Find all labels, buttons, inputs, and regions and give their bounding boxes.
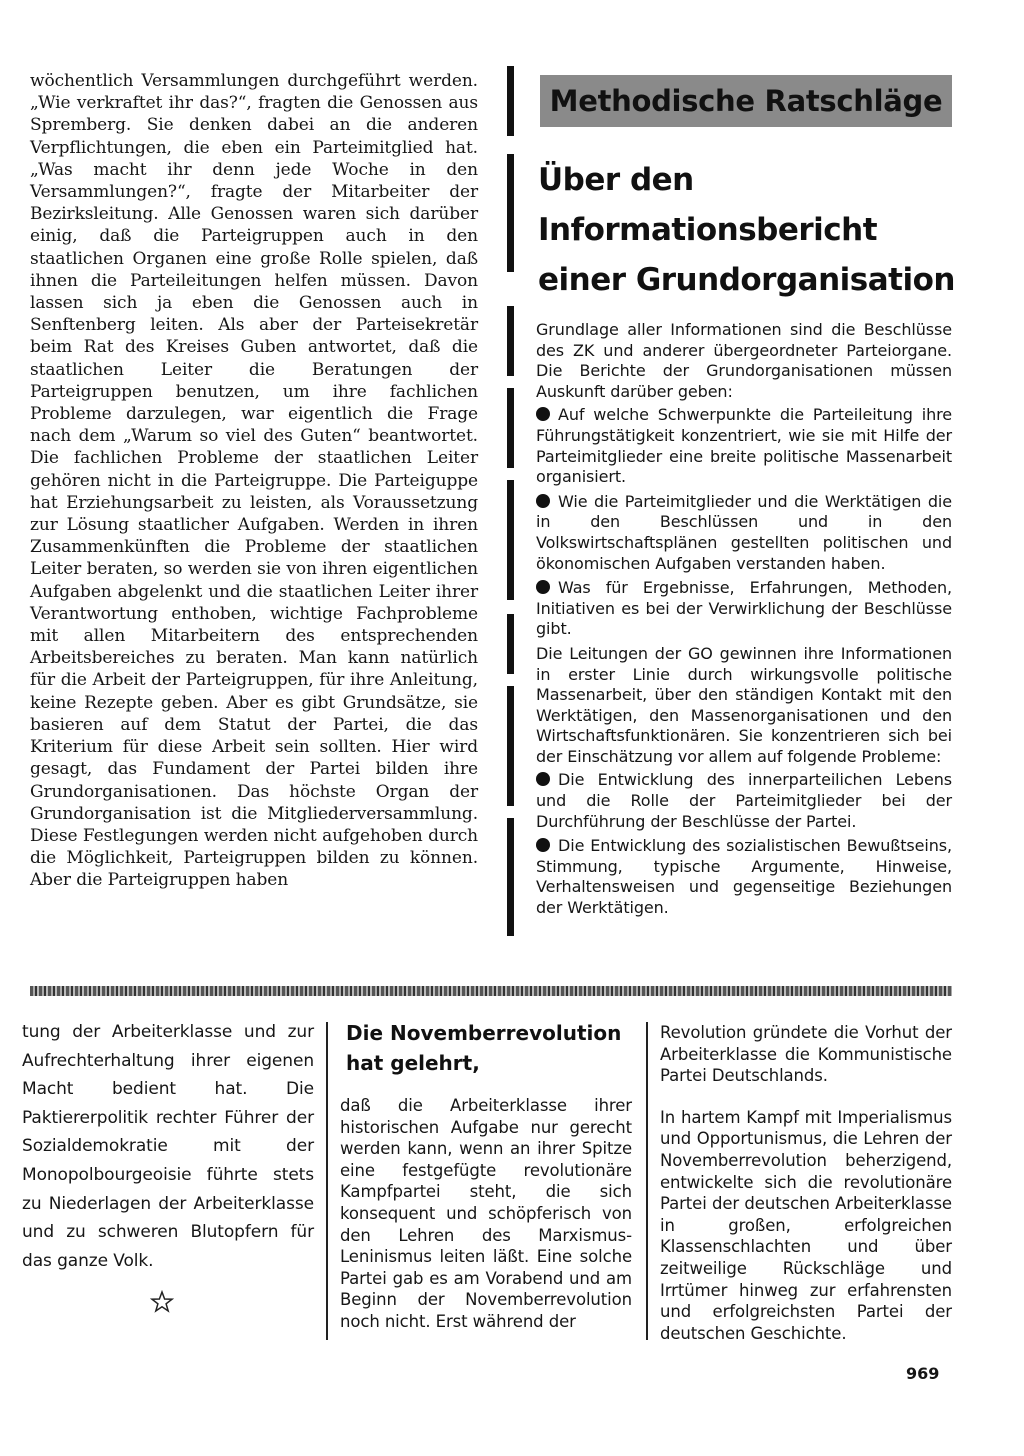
bullet-item: Die Entwicklung des innerparteilichen Lebens und die Rolle der Parteimitglieder bei der Durchführung der Beschlüsse der Partei. (536, 770, 952, 831)
rule-segment (507, 306, 514, 376)
sidebar-rule (507, 66, 515, 936)
sidebar-intro: Grundlage aller Informationen sind die Beschlüsse des ZK und anderer übergeordneter Parteiorgane. Die Berichte der Grundorganisationen müssen Auskunft darüber geben: (536, 320, 952, 401)
section-banner (540, 75, 952, 127)
section-divider (30, 986, 952, 996)
bottom-col1-text: tung der Arbeiterklasse und zur Aufrechterhaltung ihrer eigenen Macht bedient hat. Die Paktiererpolitik rechter Führer der Sozialdemokratie mit der Monopolbourgeoisie führte stets zu Niederlagen der Arbeiterklasse und zu schweren Blutopfern für das ganze Volk. (22, 1022, 314, 1271)
sidebar-headline: Über den Informationsbericht einer Grundorganisation (538, 162, 955, 298)
bullet-item: Was für Ergebnisse, Erfahrungen, Methoden, Initiativen es bei der Verwirklichung der Beschlüsse gibt. (536, 578, 952, 639)
bottom-column-1 (22, 1018, 314, 1275)
column-rule (326, 1022, 328, 1340)
bottom-col3-paragraph-1: Revolution gründete die Vorhut der Arbeiterklasse die Kommunistische Partei Deutschlands. (660, 1023, 952, 1086)
bullet-icon (536, 494, 550, 508)
column-rule (646, 1022, 648, 1340)
rule-segment (507, 686, 514, 806)
page-number: 969 (906, 1364, 940, 1383)
rule-segment (507, 480, 514, 600)
left-article-column (30, 70, 478, 892)
left-article-text: wöchentlich Versammlungen durchgeführt werden. „Wie verkraftet ihr das?“, fragten die Genossen aus Spremberg. Sie denken dabei an die anderen Verpflichtungen, die eben ein Parteimitglied hat. „Was macht ihr denn jede Woche in den Versammlungen?“, fragte der Mitarbeiter der Bezirksleitung. Alle Genossen waren sich darüber einig, daß die Parteigruppen auch in den staatlichen Organen eine große Rolle spielen, daß ihnen die Parteileitungen helfen müssen. Davon lassen sich ja eben die Genossen auch in Senftenberg leiten. Als aber der Parteisekretär beim Rat des Kreises Guben antwortet, daß die staatlichen Leiter die Beratungen der Parteigruppen benutzen, um ihre fachlichen Probleme darzulegen, war eigentlich die Frage nach dem „Warum so viel des Guten“ beantwortet. Die fachlichen Probleme der staatlichen Leiter gehören nicht in die Parteigruppe. Die Parteiguppe hat Erziehungsarbeit zu leisten, als Voraussetzung zur Lösung staatlicher Aufgaben. Werden in ihren Zusammenkünften die Probleme der staatlichen Leiter beraten, so werden sie von ihren eigentlichen Aufgaben abgelenkt und die staatlichen Leiter ihrer Verantwortung enthoben, wichtige Fachprobleme mit allen Mitarbeitern des entsprechenden Arbeitsbereiches zu beraten. Man kann natürlich für die Arbeit der Parteigruppen, für ihre Anleitung, keine Rezepte geben. Aber es gibt Grundsätze, sie basieren auf dem Statut der Partei, die das Kriterium für diese Arbeit sein sollten. Hier wird gesagt, das Fundament der Partei bilden ihre Grundorganisationen. Das höchste Organ der Grundorganisation ist die Mitgliederversammlung. Diese Festlegungen werden nicht aufgehoben durch die Möglichkeit, Parteigruppen bilden zu können. Aber die Parteigruppen haben (30, 71, 478, 891)
bullet-icon (536, 838, 550, 852)
sidebar-middle-text: Die Leitungen der GO gewinnen ihre Informationen in erster Linie durch wirkungsvolle politische Massenarbeit, über den ständigen Kontakt mit den Werktätigen, den Massenorganisationen und den Wirtschaftsfunktionären. Sie konzentrieren sich bei der Einschätzung vor allem auf folgende Probleme: (536, 643, 952, 766)
rule-segment (507, 818, 514, 936)
rule-segment (507, 614, 514, 674)
bullet-item: Die Entwicklung des sozialistischen Bewußtseins, Stimmung, typische Argumente, Hinweise, Verhaltensweisen und gegenseitige Beziehungen der Werktätigen. (536, 836, 952, 918)
sidebar-body (536, 320, 952, 923)
bottom-column-2 (340, 1095, 632, 1333)
bullet-icon (536, 772, 550, 786)
banner-text: Methodische Ratschläge (549, 84, 943, 118)
bottom-column-3 (660, 1022, 952, 1344)
rule-segment (507, 388, 514, 468)
bullet-icon (536, 580, 550, 594)
bottom-col2-text: daß die Arbeiterklasse ihrer historischen Aufgabe nur gerecht werden kann, wenn an ihrer Spitze eine festgefügte revolutionäre Kampfpartei steht, die sich konsequent und schöpferisch von den Lehren des Marxismus-Leninismus leiten läßt. Eine solche Partei gab es am Vorabend und am Beginn der Novemberrevolution noch nicht. Erst während der (340, 1096, 632, 1331)
november-revolution-title: Die Novemberrevolution hat gelehrt, (346, 1021, 622, 1075)
star-icon (150, 1290, 174, 1314)
bullet-item: Auf welche Schwerpunkte die Parteileitung ihre Führungstätigkeit konzentriert, wie sie mit Hilfe der Parteimitglieder eine breite politische Massenarbeit organisiert. (536, 405, 952, 487)
bullet-icon (536, 407, 550, 421)
bottom-col3-paragraph-2: In hartem Kampf mit Imperialismus und Opportunismus, die Lehren der Novemberrevolution beherzigend, entwickelte sich die revolutionäre Partei der deutschen Arbeiterklasse in großen, erfolgreichen Klassenschlachten und über zeitweilige Rückschläge und Irrtümer hinweg zur erfahrensten und erfolgreichsten Partei der deutschen Geschichte. (660, 1107, 952, 1343)
rule-segment (507, 66, 514, 136)
bullet-item: Wie die Parteimitglieder und die Werktätigen die in den Beschlüssen und in den Volkswirtschaftsplänen gestellten politischen und ökonomischen Aufgaben verstanden haben. (536, 491, 952, 573)
rule-segment (507, 154, 514, 272)
